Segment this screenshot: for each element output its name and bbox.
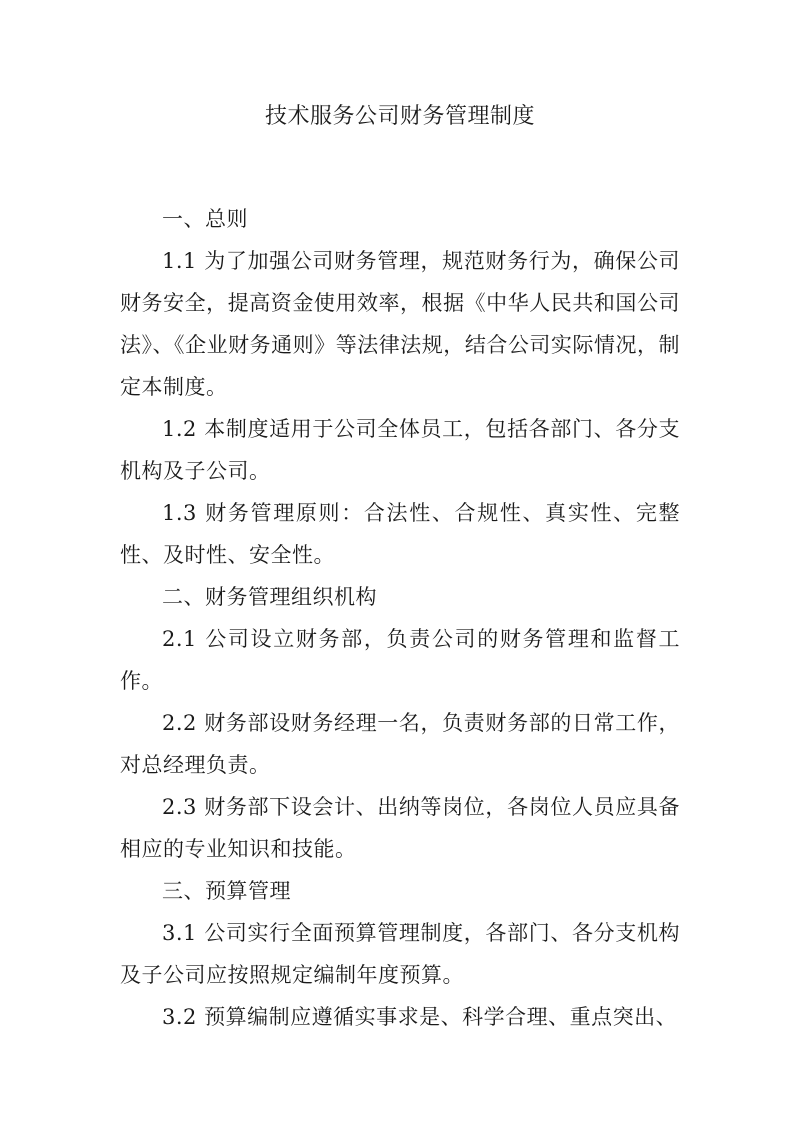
paragraph: 1.2 本制度适用于公司全体员工，包括各部门、各分支机构及子公司。: [120, 417, 680, 483]
paragraph: 2.3 财务部下设会计、出纳等岗位，各岗位人员应具备相应的专业知识和技能。: [120, 795, 680, 861]
paragraph: 3.2 预算编制应遵循实事求是、科学合理、重点突出、: [162, 1005, 678, 1029]
paragraph: 1.1 为了加强公司财务管理，规范财务行为，确保公司财务安全，提高资金使用效率，根据《中华人民共和国公司法》、《企业财务通则》等法律法规，结合公司实际情况，制定本制度。: [120, 249, 680, 399]
section-heading: 一、总则: [162, 207, 248, 231]
section-general: [120, 198, 680, 576]
paragraph: 2.2 财务部设财务经理一名，负责财务部的日常工作，对总经理负责。: [120, 711, 680, 777]
paragraph: 2.1 公司设立财务部，负责公司的财务管理和监督工作。: [120, 627, 680, 693]
section-budget: [120, 870, 680, 1038]
paragraph: 1.3 财务管理原则：合法性、合规性、真实性、完整性、及时性、安全性。: [120, 501, 680, 567]
section-heading: 三、预算管理: [162, 879, 291, 903]
section-organization: [120, 576, 680, 870]
section-heading: 二、财务管理组织机构: [162, 585, 377, 609]
paragraph: 3.1 公司实行全面预算管理制度，各部门、各分支机构及子公司应按照规定编制年度预算。: [120, 921, 680, 987]
document-title: 技术服务公司财务管理制度: [264, 104, 535, 129]
